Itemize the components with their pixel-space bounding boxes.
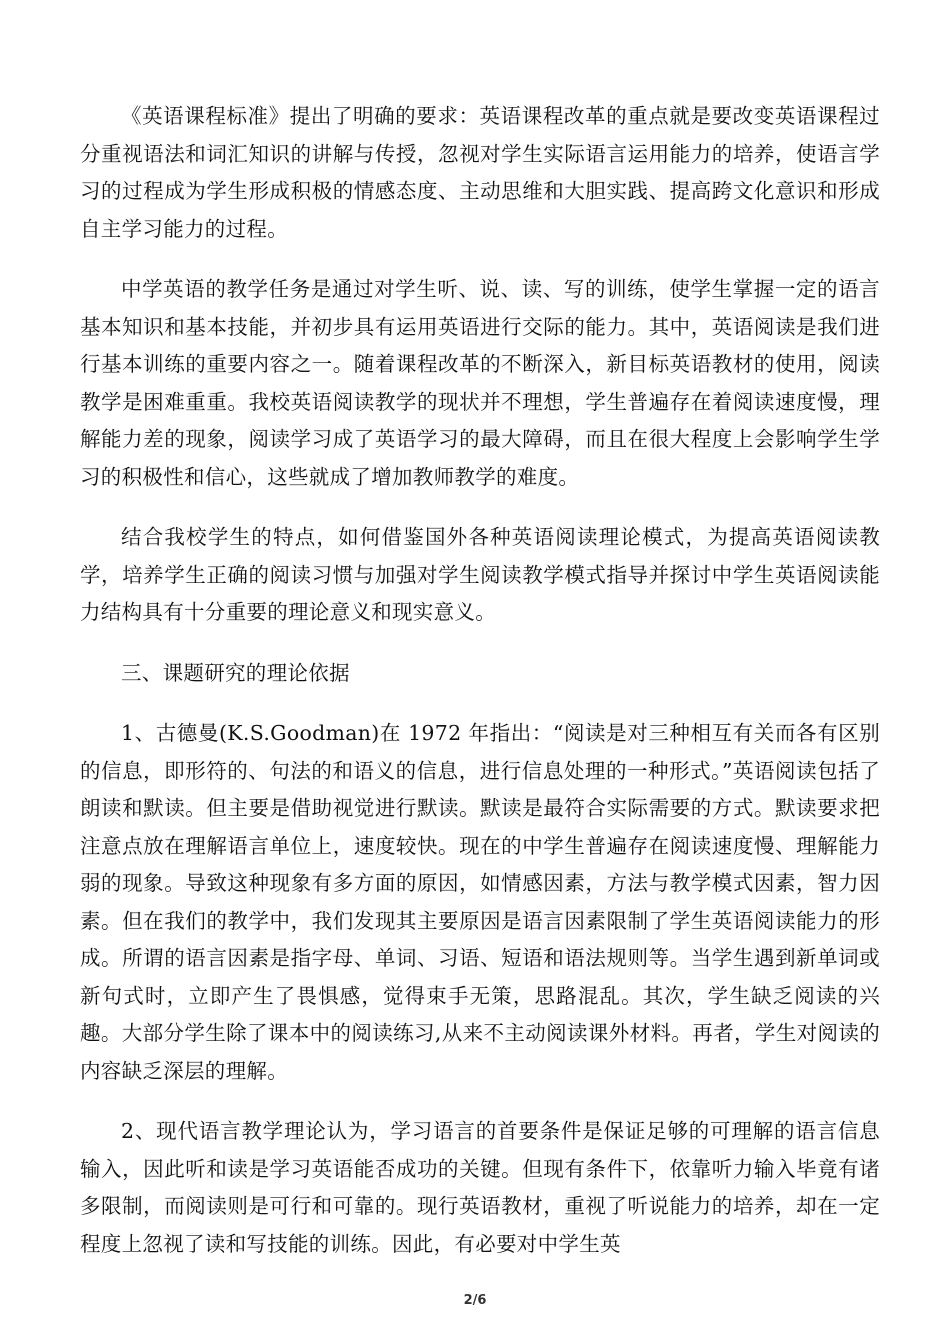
page-number: 2/6 bbox=[463, 1293, 487, 1308]
document-body bbox=[80, 98, 880, 1263]
paragraph-curriculum-standard: 《英语课程标准》提出了明确的要求：英语课程改革的重点就是要改变英语课程过分重视语法和词汇知识的讲解与传授，忽视对学生实际语言运用能力的培养，使语言学习的过程成为学生形成积极的情感态度、主动思维和大胆实践、提高跨文化意识和形成自主学习能力的过程。 bbox=[80, 104, 880, 241]
paragraph-teaching-task: 中学英语的教学任务是通过对学生听、说、读、写的训练，使学生掌握一定的语言基本知识和基本技能，并初步具有运用英语进行交际的能力。其中，英语阅读是我们进行基本训练的重要内容之一。随着课程改革的不断深入，新目标英语教材的使用，阅读教学是困难重重。我校英语阅读教学的现状并不理想，学生普遍存在着阅读速度慢，理解能力差的现象，阅读学习成了英语学习的最大障碍，而且在很大程度上会影响学生学习的积极性和信心，这些就成了增加教师教学的难度。 bbox=[80, 277, 880, 489]
paragraph-modern-theory: 2、现代语言教学理论认为，学习语言的首要条件是保证足够的可理解的语言信息输入，因此听和读是学习英语能否成功的关键。但现有条件下，依靠听力输入毕竟有诸多限制，而阅读则是可行和可靠的。现行英语教材，重视了听说能力的培养，却在一定程度上忽视了读和写技能的训练。因此，有必要对中学生英 bbox=[80, 1119, 880, 1256]
section-heading: 三、课题研究的理论依据 bbox=[121, 660, 350, 685]
paragraph-significance: 结合我校学生的特点，如何借鉴国外各种英语阅读理论模式，为提高英语阅读教学，培养学生正确的阅读习惯与加强对学生阅读教学模式指导并探讨中学生英语阅读能力结构具有十分重要的理论意义和现实意义。 bbox=[80, 525, 880, 624]
paragraph-goodman-theory: 1、古德曼(K.S.Goodman)在 1972 年指出：“阅读是对三种相互有关而各有区别的信息，即形符的、句法的和语义的信息，进行信息处理的一种形式。”英语阅读包括了朗读和默读。但主要是借助视觉进行默读。默读是最符合实际需要的方式。默读要求把注意点放在理解语言单位上，速度较快。现在的中学生普遍存在阅读速度慢、理解能力弱的现象。导致这种现象有多方面的原因，如情感因素，方法与教学模式因素，智力因素。但在我们的教学中，我们发现其主要原因是语言因素限制了学生英语阅读能力的形成。所谓的语言因素是指字母、单词、习语、短语和语法规则等。当学生遇到新单词或新句式时，立即产生了畏惧感，觉得束手无策，思路混乱。其次，学生缺乏阅读的兴趣。大部分学生除了课本中的阅读练习,从来不主动阅读课外材料。再者，学生对阅读的内容缺乏深层的理解。 bbox=[80, 721, 880, 1083]
